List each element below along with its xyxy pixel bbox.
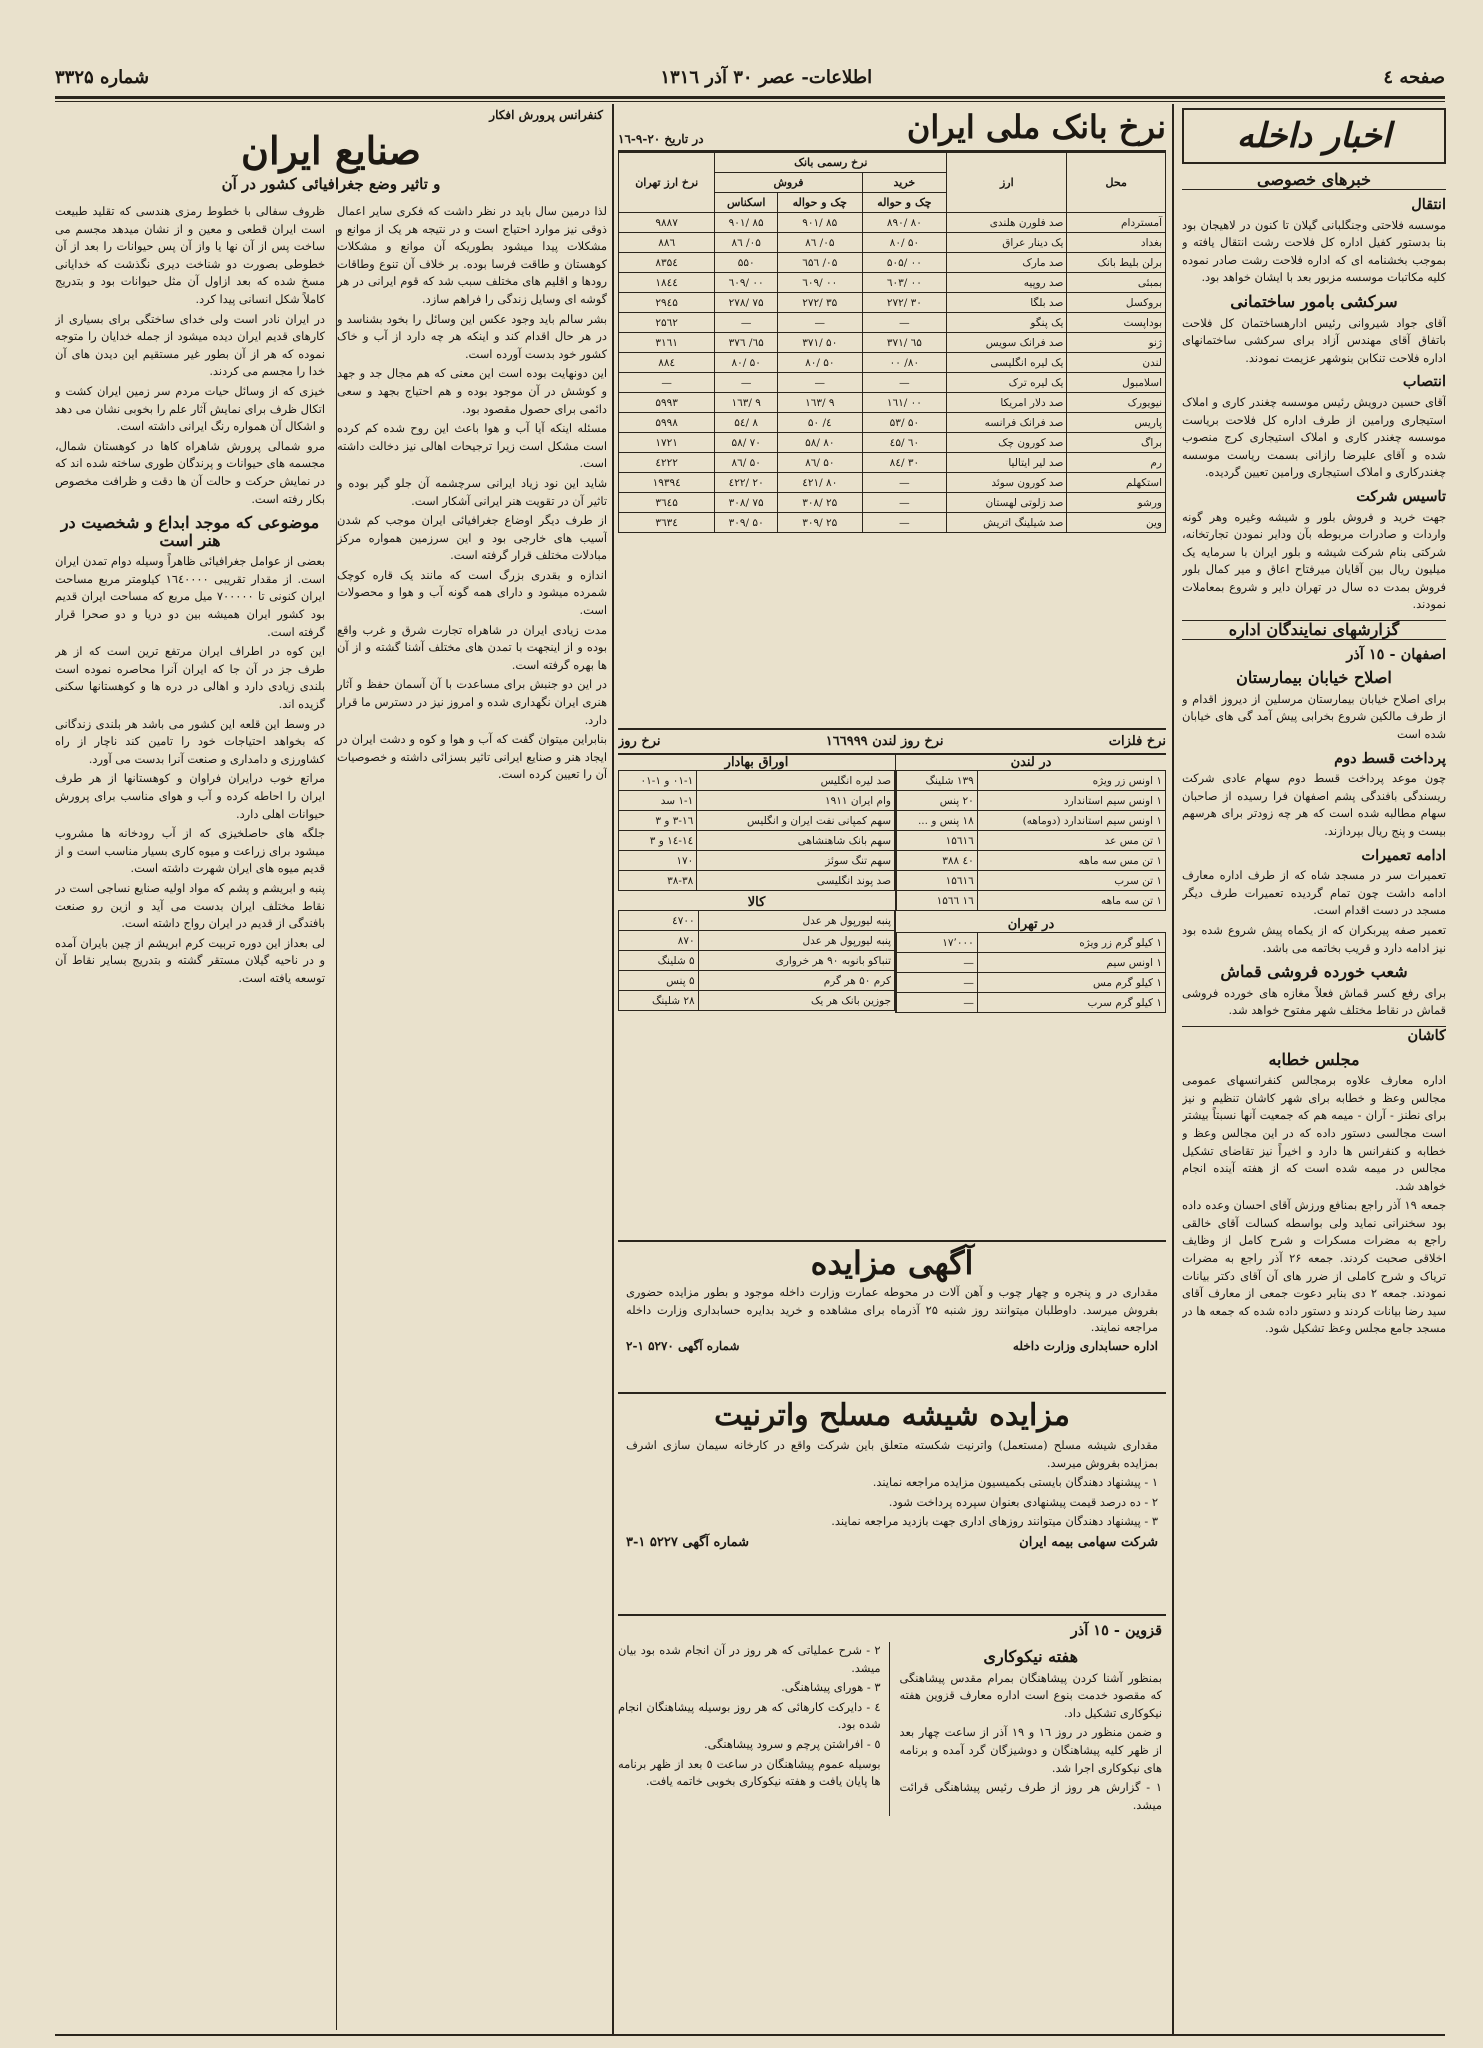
heading-construction: سرکشی بامور ساختمانی (1230, 291, 1398, 311)
paragraph-lecture: اداره معارف علاوه برمجالس کنفرانسهای عمومی مجالس وعظ و خطابه برای شهر کاشان تنظیم و نیز برای نطنز - آران - میمه هم که جمعیت آنها نسبتاً بیشتر است مجالسی دستور داده که در این مجالس وعظ و خطابه و کنفرانس ها دارد و اخیراً نیز تقاضای تشکیل مجالس در میمه شده است که از هفته آینده انجام خواهد شد. (1182, 1073, 1446, 1193)
table-cell: جوزین بانک هر یک (698, 991, 894, 1011)
col-city: محل (1067, 153, 1166, 213)
table-cell: ۲۷۲/ ۳٠ (862, 293, 947, 313)
heading-repairs: ادامه تعمیرات (1361, 846, 1446, 864)
table-cell: ۵ شلینگ (619, 951, 699, 971)
qazvin-heading: هفته نیکوکاری (983, 1647, 1079, 1666)
article-paragraph: بشر سالم باید وجود عکس این وسائل را بخود بشناسد و در هر حال اقدام کند و اینکه هر چه دارد از آب و خاک کشور خود بدست آورده است. (337, 311, 607, 361)
table-cell: ۱ اونس زر ویژه (977, 771, 1165, 791)
paper-date: اطلاعات- عصر ۳۰ آذر ۱۳۱٦ (660, 66, 873, 88)
table-cell: یک دینار عراق (947, 233, 1067, 253)
article-paragraph: لذا درمین سال باید در نظر داشت که فکری سایر اعمال ذوقی نیز موارد احتیاج است و در نتیجه هر یک از موانع و مشکلات پیدا میشود بطوریکه آن موانع و مشکلات کوهستان و طاقت فرسا بوده. بر خلاف آن تنوع وطاقات رودها و اقلیم های مختلف سبب شد که قوم ایرانی در هر گوشه ای وسایل زندگی را فراهم سازد. (337, 204, 607, 306)
table-row (897, 973, 1166, 993)
col-buy-cheque: چک و حواله (862, 193, 947, 213)
table-row (619, 871, 895, 891)
table-row (619, 233, 1166, 253)
masthead-rule (55, 96, 1445, 99)
masthead-rule-thin (55, 101, 1445, 102)
table-cell: ۱۸٤٤ (619, 273, 715, 293)
article-paragraph: ظروف سفالی با خطوط رمزی هندسی که تقلید طبیعت است ایران قطعی و معین و از نشان میدهد مجسم می ساخت پس از آن نها یا واز آن پس حیوانات را بعد از آن خطوطی بصورت دو شناخت دیری نگذشت که خدایانی مسخ شده که بعد ازاول آن مثل حیوانات بود و بتدریج کاملاً شکل انسانی پیدا کرد. (55, 204, 325, 306)
securities-title: اوراق بهادار (724, 755, 789, 770)
heading-cloth-shops: شعب خورده فروشی قماش (1220, 962, 1408, 982)
article-paragraph: شاید این نود زیاد ایرانی سرچشمه آن جلو گیر بوده و تاثیر آن در تقویت هنر ایرانی آشکار است. (337, 475, 607, 508)
table-cell: ١-٠١ و ١-٠١ (619, 771, 697, 791)
table-cell: صد زلوتی لهستان (947, 493, 1067, 513)
table-row (619, 373, 1166, 393)
table-row (619, 253, 1166, 273)
table-cell: ۲۹٤۵ (619, 293, 715, 313)
table-cell: ۳٠۸/ ۲۵ (777, 493, 862, 513)
table-cell: یک لیره ترک (947, 373, 1067, 393)
glass-auction-item: ٢ - ده درصد قیمت پیشنهادی بعنوان سپرده پرداخت شود. (888, 1494, 1158, 1509)
table-cell: ۳۷۱/ ۵٠ (777, 333, 862, 353)
table-cell: ۲۸ شلینگ (619, 991, 699, 1011)
table-row (897, 791, 1166, 811)
article-paragraph: مسئله اینکه آیا آب و هوا باعث این روح شده کم کرده است مشکل است زیرا ترجیحات اهالی نیز دخالت داشته است. (337, 421, 607, 471)
table-cell: — (897, 953, 978, 973)
table-cell: ۲٠ پنس (897, 791, 978, 811)
table-row (619, 273, 1166, 293)
table-cell: سهم کمپانی نفت ایران و انگلیس (697, 811, 895, 831)
table-cell: ژنو (1067, 333, 1166, 353)
table-cell: ۸٦/ ۵٠ (715, 453, 778, 473)
table-cell: ۹۸۸۷ (619, 213, 715, 233)
table-cell: ١-١ سد (619, 791, 697, 811)
table-cell: ۳۷۱/ ٦۵ (862, 333, 947, 353)
table-cell: ٤۷٠٠ (619, 911, 699, 931)
table-cell: ۱ تن مس عد (977, 831, 1165, 851)
article-paragraph: در وسط این قلعه این کشور می باشد هر بلندی زندگانی که بخواهد احتیاجات خود را تامین کند ناچار از راه کشاورزی و دامداری و صنعت آنرا بدست می آورد. (55, 716, 325, 766)
qazvin-paragraph: ٢ - شرح عملیاتی که هر روز در آن انجام شده بود بیان میشد. (618, 1643, 881, 1675)
metals-rate-label: نرخ روز (618, 734, 661, 749)
heading-reports: گزارشهای نمایندگان اداره (1182, 620, 1446, 640)
table-row (619, 513, 1166, 533)
table-cell: ۵۸/ ۷٠ (715, 433, 778, 453)
article-paragraph: خیزی که از وسائل حیات مردم سر زمین ایران کشت و اتکال ظرف برای نمایش آثار علم را بخوبی نشان می دهد و اشکال آن همواره رنگ ایرانی داشته است. (55, 383, 325, 434)
table-cell: ۸۸٦ (619, 233, 715, 253)
table-cell: ۱ اونس سیم استاندارد (دوماهه) (977, 811, 1165, 831)
table-row (619, 493, 1166, 513)
article-paragraph: مدت زیادی ایران در شاهراه تجارت شرق و غرب واقع بوده و از اینجهت با تمدن های مختلف آشنا گشته و از آن ها بهره گرفته است. (337, 622, 607, 672)
table-cell: ۱٦ ۱۵٦٦ (897, 891, 978, 911)
table-cell: ٨٠/ ۵٠ (777, 353, 862, 373)
glass-auction-item: ٣ - پیشنهاد دهندگان میتوانند روزهای اداری جهت بازدید مراجعه نمایند. (831, 1514, 1158, 1529)
table-cell: — (862, 373, 947, 393)
paragraph-company: جهت خرید و فروش بلور و شیشه وغیره وهر گونه واردات و صادرات مربوطه بآن ودایر نمودن تجارتخانه، شرکتی بنام شرکت شیشه و بلور ایران با سرمایه یک میلیون ریال بین آقایان میرفتاح اعاق و میر کمال بلور فروش بمدت ده سال در تهران دایر و شروع بمعاملات نمودند. (1182, 509, 1446, 612)
bank-rates-title: نرخ بانک ملی ایران (906, 108, 1166, 146)
table-cell: — (862, 473, 947, 493)
table-cell: سهم تنگ سوئز (697, 851, 895, 871)
table-row (897, 851, 1166, 871)
glass-auction-notice (618, 1392, 1166, 1612)
table-cell: — (897, 973, 978, 993)
table-cell: ۱۷٠ (619, 851, 697, 871)
section-private-news: خبرهای خصوصی (1182, 170, 1446, 190)
table-row (897, 891, 1166, 911)
table-cell: پنبه لیورپول هر عدل (698, 911, 894, 931)
table-cell: آمستردام (1067, 213, 1166, 233)
table-row (619, 951, 895, 971)
table-cell: بوداپست (1067, 313, 1166, 333)
table-row (897, 953, 1166, 973)
bank-rates-section (618, 108, 1166, 728)
article-paragraph: مرو شمالی پرورش شاهراه کاها در کوهستان شمال، مجسمه های حیوانات و پرندگان طوری ساخته شده اند که در نمایش حرکت و حالت آن ها دقت و ظرافت مخصوص بکار رفته است. (55, 438, 325, 506)
auction-title: آگهی مزایده (810, 1244, 974, 1282)
table-cell: صد شیلینگ اتریش (947, 513, 1067, 533)
article-column-left (55, 203, 325, 990)
tehran-label: در تهران (1007, 917, 1055, 932)
table-row (619, 931, 895, 951)
table-cell: — (862, 493, 947, 513)
paragraph-cloth-shops: برای رفع کسر قماش فعلاً مغازه های خورده فروشی قماش در نقاط مختلف شهر مفتوح خواهد شد. (1182, 985, 1446, 1018)
dateline-kashan: کاشان (1182, 1026, 1446, 1045)
table-cell: ٦٠۹/ ٠٠ (715, 273, 778, 293)
table-cell: ۸۸٤ (619, 353, 715, 373)
table-row (619, 313, 1166, 333)
table-cell: صد دلار امریکا (947, 393, 1067, 413)
table-cell: پنبه لیورپول هر عدل (698, 931, 894, 951)
table-row (619, 991, 895, 1011)
qazvin-paragraph: بوسیله عموم پیشاهنگان در ساعت ٥ بعد از ظهر برنامه ها پایان یافت و هفته نیکوکاری بخوبی خاتمه یافت. (618, 1756, 881, 1789)
table-row (619, 473, 1166, 493)
article-paragraph: در این دو جنبش برای مساعدت با آن آسمان حفظ و آثار هنری ایران نگهداری شده و امروز نیز در دسترس ما قرار دارد. (337, 677, 607, 727)
table-cell: ۵٤/ ٠ (777, 413, 862, 433)
table-cell: ۱٦۳/ ۹ (715, 393, 778, 413)
table-row (897, 993, 1166, 1013)
col-sell-cheque: چک و حواله (777, 193, 862, 213)
table-cell: ۱ کیلو گرم سرب (977, 993, 1165, 1013)
table-cell: ۹٠۱/ ۸۵ (715, 213, 778, 233)
table-cell: ۱٦۱/ ٠٠ (862, 393, 947, 413)
london-metals-table (896, 770, 1166, 911)
table-cell: — (715, 313, 778, 333)
table-cell: ۱ کیلو گرم مس (977, 973, 1165, 993)
table-cell: صد پوند انگلیسی (697, 871, 895, 891)
table-cell: ٤٠ ۳۸۸ (897, 851, 978, 871)
table-cell: ۸۷٠ (619, 931, 699, 951)
goods-table (618, 910, 895, 1011)
table-row (619, 851, 895, 871)
securities-table (618, 770, 895, 891)
article-paragraph: لی بعداز این دوره تربیت کرم ابریشم از چین بایران آمده و در ناحیه گیلان مستقر گشته و بتدریج بسایر نقاط آن توسعه یافته است. (55, 935, 325, 985)
table-cell: ۱ اونس سیم استاندارد (977, 791, 1165, 811)
table-cell: پاریس (1067, 413, 1166, 433)
table-cell: ۸۳۵٤ (619, 253, 715, 273)
table-cell: صد لیر ایتالیا (947, 453, 1067, 473)
article-paragraph: این دونهایت بوده است این معنی که هم مجال جد و جهد و کوشش در آن موجود بوده و هم احتیاج بجهد و سعی دائمی برای حصول مقصود بود. (337, 366, 607, 416)
table-cell: ٤۲۲۲ (619, 453, 715, 473)
table-cell: یک پنگو (947, 313, 1067, 333)
table-cell: ۳٠۹/ ۲۵ (777, 513, 862, 533)
table-cell: ۱۸ پنس و ... (897, 811, 978, 831)
table-row (897, 831, 1166, 851)
table-cell: ٤۲۲/ ۲٠ (715, 473, 778, 493)
table-row (619, 831, 895, 851)
heading-lecture: مجلس خطابه (1268, 1049, 1360, 1069)
table-cell: بمبئی (1067, 273, 1166, 293)
heading-installment: پرداخت قسط دوم (1334, 749, 1446, 767)
industries-article (55, 108, 607, 2034)
table-cell: اسلامبول (1067, 373, 1166, 393)
table-row (897, 871, 1166, 891)
table-row (619, 293, 1166, 313)
table-cell: صد کورون سوئد (947, 473, 1067, 493)
table-cell: ۸٠/ ٦۵ (715, 233, 778, 253)
table-cell: ۵۹۹۳ (619, 393, 715, 413)
table-cell: ورشو (1067, 493, 1166, 513)
table-cell: بروکسل (1067, 293, 1166, 313)
bank-rates-date: در تاریخ ۲۰-۹-۱٦ (618, 132, 704, 146)
bank-rates-table (618, 152, 1166, 533)
table-row (619, 393, 1166, 413)
article-subheading: موضوعی که موجد ابداع و شخصیت در هنر است (60, 513, 320, 550)
article-paragraph: بنابراین میتوان گفت که آب و هوا و کوه و دشت ایران در ایجاد هنر و صنایع ایرانی تاثیر بسزائی داشته و خصوصیات آن را تعیین کرده است. (337, 732, 607, 782)
table-cell: — (715, 373, 778, 393)
table-cell: ٨٠/ ٠٠ (862, 353, 947, 373)
table-row (619, 971, 895, 991)
table-cell: صد روپیه (947, 273, 1067, 293)
article-paragraph: پنبه و ابریشم و پشم که مواد اولیه صنایع نساجی است در نقاط مختلف ایران بدست می آید و ازین رو صنعت بافندگی از قدیم در ایران رواج داشته است. (55, 880, 325, 931)
table-cell: صد فلورن هلندی (947, 213, 1067, 233)
table-cell: ۱٦۳/ ۹ (777, 393, 862, 413)
table-cell: ۸٦/ ۵٠ (777, 453, 862, 473)
table-row (619, 791, 895, 811)
table-cell: — (897, 993, 978, 1013)
table-cell: نیویورک (1067, 393, 1166, 413)
table-cell: — (862, 313, 947, 333)
table-cell: ۱۷۲۱ (619, 433, 715, 453)
table-cell: ۳٦٤۵ (619, 493, 715, 513)
table-cell: ۸٠/ ۵٠ (862, 233, 947, 253)
column-rule (612, 104, 614, 2034)
table-row (619, 771, 895, 791)
table-cell: ۱ کیلو گرم زر ویژه (977, 933, 1165, 953)
qazvin-paragraph: بمنظور آشنا کردن پیشاهنگان بمرام مقدس پیشاهنگی که مقصود خدمت بنوع است اداره معارف قزوین هفته نیکوکاری تشکیل داد. (899, 1670, 1162, 1720)
industries-subtitle: و تاثیر وضع جغرافیائی کشور در آن (221, 175, 441, 193)
table-row (897, 811, 1166, 831)
col-currency: ارز (947, 153, 1067, 213)
table-row (619, 353, 1166, 373)
table-cell: ۸٠/ ٦۵ (777, 233, 862, 253)
industries-banner: کنفرانس پرورش افکار (489, 108, 603, 122)
heading-transfer: انتقال (1411, 196, 1446, 213)
paragraph-transfer: موسسه فلاحتی وجنگلبانی گیلان تا کنون در لاهیجان بود بنا بدستور کفیل اداره کل فلاحت رشت انتقال یافته و بموجب بخشنامه ای که اداره فلاحت رشت صادر نموده کلیه مکاتبات موسسه مزبور بعد با ایشان خواهد بود. (1182, 217, 1446, 285)
table-cell: ٨٠/ ۵٠ (715, 353, 778, 373)
paragraph-repairs-2: تعمیر صفه پیربکران که از یکماه پیش شروع شده بود نیز ادامه دارد و قریب بخاتمه می باشد. (1182, 922, 1446, 955)
paragraph-construction: آقای جواد شیروانی رئیس ادارهساختمان کل فلاحت باتفاق آقای مهندس آزاد برای سرکشی ساختمانهای اداره فلاحت تنکابن بنوشهر عزیمت نمودند. (1182, 315, 1446, 365)
table-cell: وام ایران ۱۹۱۱ (697, 791, 895, 811)
table-cell: ۳۷٦/ ٦۵ (715, 333, 778, 353)
table-cell: رم (1067, 453, 1166, 473)
table-cell: ۳۱٦۱ (619, 333, 715, 353)
table-cell: استکهلم (1067, 473, 1166, 493)
table-cell: ۹٠۱/ ۸۵ (777, 213, 862, 233)
qazvin-paragraph: ١ - گزارش هر روز از طرف رئیس پیشاهنگی قرائت میشد. (899, 1780, 1162, 1812)
table-cell: کرم ۵٠ هر گرم (698, 971, 894, 991)
heading-appointment: انتصاب (1402, 373, 1446, 391)
table-cell: ۳۸-۳۸ (619, 871, 697, 891)
table-cell: ۵٤/ ۸ (715, 413, 778, 433)
table-row (619, 413, 1166, 433)
metals-title: نرخ فلزات (1108, 734, 1166, 749)
table-cell: صد فرانک سویس (947, 333, 1067, 353)
table-row (619, 213, 1166, 233)
table-cell: براگ (1067, 433, 1166, 453)
goods-title: کالا (747, 895, 766, 910)
paragraph-repairs: تعمیرات سر در مسجد شاه که از طرف اداره معارف ادامه داشت چون تمام گردیده تعمیرات طرف دیگر مسجد در دست اقدام است. (1182, 868, 1446, 918)
table-cell: — (777, 313, 862, 333)
table-row (619, 433, 1166, 453)
table-cell: ۲۵٦۲ (619, 313, 715, 333)
auction-body: مقداری در و پنجره و چهار چوب و آهن آلات در محوطه عمارت وزارت داخله موجود و بطور مزایده حضوری بفروش میرسد. داوطلبان میتوانند روز شنبه ۲۵ آذرماه برای مشاهده و خرید بدایره حسابداری وزارت داخله مراجعه نمایند. (626, 1285, 1158, 1335)
auction-footer: اداره حسابداری وزارت داخله (1012, 1338, 1158, 1353)
table-cell: ۵٠۵/ ٠٠ (862, 253, 947, 273)
table-cell: — (777, 373, 862, 393)
table-cell: یک لیره انگلیسی (947, 353, 1067, 373)
table-row (619, 811, 895, 831)
paragraph-installment: چون موعد پرداخت قسط دوم سهام عادی شرکت ریسندگی بافندگی پشم اصفهان فرا رسیده از صاحبان سهام مطالبه شده است که هر چه زودتر برای هرسهم بیست و پنج ریال بپردازند. (1182, 771, 1446, 838)
table-cell: — (862, 513, 947, 533)
glass-auction-item: ١ - پیشنهاد دهندگان بایستی بکمیسیون مزایده مراجعه نمایند. (872, 1475, 1158, 1490)
table-cell: ۱۷٬٠٠٠ (897, 933, 978, 953)
table-cell: ۱ اونس سیم (977, 953, 1165, 973)
heading-hospital-street: اصلاح خیابان بیمارستان (1236, 668, 1392, 688)
article-paragraph: از طرف دیگر اوضاع جغرافیائی ایران موجب کم شدن آسیب های خارجی بود و این سرزمین همواره مرکز مبادلات مختلف قرار گرفته است. (337, 513, 607, 563)
article-paragraph: جلگه های حاصلخیزی که از آب رودخانه ها مشروب میشود برای زراعت و میوه کاری بسیار مناسب است و از قدیم میوه های ایران شهرت داشته است. (55, 826, 325, 876)
page-number: صفحه ٤ (1383, 66, 1445, 88)
qazvin-paragraph: ٥ - افراشتن پرچم و سرود پیشاهنگی. (704, 1736, 881, 1751)
dateline-isfahan: اصفهان - ١٥ آذر (1346, 645, 1446, 663)
article-paragraph: اندازه و بقدری بزرگ است که مانند یک قاره کوچک شمرده میشود و دارای همه گونه آب و هوا و محصولات است. (337, 567, 607, 618)
bottom-rule (55, 2034, 1445, 2036)
table-cell: ۱۹۳۹٤ (619, 473, 715, 493)
table-cell: ۵۳/ ۵٠ (862, 413, 947, 433)
table-row (619, 333, 1166, 353)
table-cell: ۵۸/ ۸٠ (777, 433, 862, 453)
table-cell: ٦۵٠/ ٦۵ (777, 253, 862, 273)
table-cell: ٤۲۱/ ۸٠ (777, 473, 862, 493)
metals-rate-note: نرخ روز لندن ١٦٦٩۹۹ (825, 734, 944, 749)
paragraph-appointment: آقای حسین درویش رئیس موسسه چغندر کاری و املاک استیجاری ورامین از طرف اداره کل فلاحت بریاست موسسه چغندر کاری و املاک استیجاری کرج منصوب شده و آقای علیرضا رازانی بسمت ریاست موسسه چغندرکاری و املاک استیجاری ورامین تعیین گردیده. (1182, 394, 1446, 480)
table-cell: ۵۵۰ (715, 253, 778, 273)
qazvin-dateline: قزوین - ١٥ آذر (1070, 1622, 1162, 1639)
table-row (897, 933, 1166, 953)
industries-title: صنایع ایران (241, 128, 421, 173)
issue-number: شماره ۳۳۲۵ (55, 66, 150, 88)
article-paragraph: بعضی از عوامل جغرافیائی ظاهراً وسیله دوام تمدن ایران است. از مقدار تقریبی ۱٦٤٠٠٠٠ کیلومتر مربع مساحت ایران کنونی تا ۷٠٠٠٠٠ میل مربع که مساحت ایران قدیم بود کشور ایران همیشه بین دو دریا و دو صحرا قرار گرفته است. (55, 554, 325, 639)
table-cell: ٤۵/ ٦٠ (862, 433, 947, 453)
domestic-news-title: اخبار داخله (1182, 108, 1446, 164)
table-cell: ۵۹۹۸ (619, 413, 715, 433)
glass-auction-intro: مقداری شیشه مسلح (مستعمل) واترنیت شکسته متعلق باین شرکت واقع در کارخانه سیمان سازی اشرف بمزایده بفروش میرسد. (626, 1438, 1158, 1470)
table-cell: ۳٦۳٤ (619, 513, 715, 533)
table-cell: ۲۷۲/ ۳۵ (777, 293, 862, 313)
table-cell: صد مارک (947, 253, 1067, 273)
table-cell: ۵ پنس (619, 971, 699, 991)
metals-securities-section (618, 728, 1166, 1238)
table-cell: وین (1067, 513, 1166, 533)
table-cell: ۱ تن سه ماهه (977, 891, 1165, 911)
table-cell: سهم بانک شاهنشاهی (697, 831, 895, 851)
table-cell: صد بلگا (947, 293, 1067, 313)
table-row (619, 453, 1166, 473)
table-cell: صد لیره انگلیس (697, 771, 895, 791)
table-cell: ۱۵٦۱٦ (897, 871, 978, 891)
table-cell: ۸٤/ ۳٠ (862, 453, 947, 473)
article-paragraph: مراتع خوب درایران فراوان و کوهستانها از هر طرف ایران را احاطه کرده و آب و هوای مناسب برای پرورش حیوانات اهلی دارد. (55, 771, 325, 821)
qazvin-paragraph: ٤ - دایرکت کارهائی که هر روز بوسیله پیشاهنگان انجام شده بود. (618, 1699, 881, 1732)
table-row (619, 911, 895, 931)
heading-company: تاسیس شرکت (1356, 487, 1446, 505)
col-buy: خرید (862, 173, 947, 193)
table-cell: ۸۹٠/ ۸٠ (862, 213, 947, 233)
table-cell: ۱٤-١٤ و ۳ (619, 831, 697, 851)
domestic-news-column (1182, 108, 1446, 2033)
table-cell: بغداد (1067, 233, 1166, 253)
table-cell: ۱۵٦۱٦ (897, 831, 978, 851)
col-free: نرخ ارز تهران (619, 153, 715, 213)
article-paragraph: در ایران نادر است ولی خدای ساختگی برای بسیاری از کارهای قدیم ایران دیده میشود از جمله خدایان را متوجه نموده که هر از آن بطور غیر مستقیم این دیدن های آن خدا را مجسم می کردند. (55, 311, 325, 379)
table-cell: ۳٠۹/ ۵٠ (715, 513, 778, 533)
col-sell-cash: اسکناس (715, 193, 778, 213)
col-official: نرخ رسمی بانک (715, 153, 947, 173)
london-label: در لندن (1010, 755, 1052, 770)
table-cell: ۳٠۸/ ۷۵ (715, 493, 778, 513)
table-cell: صد کورون چک (947, 433, 1067, 453)
column-rule (1172, 104, 1174, 2034)
table-cell: ۱ تن مس سه ماهه (977, 851, 1165, 871)
article-paragraph: این کوه در اطراف ایران مرتفع ترین است که از هر طرف جز در آن جا که ایران آنرا محاصره نموده است بلندی زیادی دارد و اهالی در دره ها و کوهستانها سکنی گزیده اند. (55, 644, 325, 712)
paragraph-hospital-street: برای اصلاح خیابان بیمارستان مرسلین از دیروز اقدام و از طرف مالکین شروع بخرابی پیش آمد گی های خیابان شده است (1182, 691, 1446, 742)
qazvin-news (618, 1614, 1166, 2034)
col-sell: فروش (715, 173, 862, 193)
masthead (55, 62, 1445, 92)
article-column-right (337, 203, 607, 990)
table-cell: — (619, 373, 715, 393)
table-cell: ٦٠۳/ ٠٠ (862, 273, 947, 293)
table-cell: ٦٠۹/ ٠٠ (777, 273, 862, 293)
table-cell: ۲۷۸/ ۷۵ (715, 293, 778, 313)
glass-auction-title: مزایده شیشه مسلح واترنیت (714, 1398, 1070, 1433)
glass-auction-footer: شرکت سهامی بیمه ایران (1019, 1534, 1158, 1550)
paragraph-lecture-2: جمعه ۱۹ آذر راجع بمنافع ورزش آقای احسان وعده داده بود سخنرانی نماید ولی بواسطه کسالت آقای خالقی راجع به مضرات مسکرات و شرح کامل از وظایف اخلاقی صحبت کردند. جمعه ۲۶ آذر راجع به مضرات تریاک و شرح کاملی از ضرر های آن آقای دکتر بیانات نمودند. جمعه ۲ دی بنابر دعوت جمعی از معارف آقای سید رضا بیانات کردند و دستور داده شده که جمعه ها در مسجد جامع مجلس وعظ تشکیل شود. (1182, 1198, 1446, 1336)
auction-notice (618, 1240, 1166, 1390)
table-cell: لندن (1067, 353, 1166, 373)
auction-ref: شماره آگهی ۵۲۷٠ ١-٢ (626, 1338, 740, 1353)
table-cell: برلن بلیط بانک (1067, 253, 1166, 273)
table-cell: صد فرانک فرانسه (947, 413, 1067, 433)
table-cell: ۳-۱٦ و ۳ (619, 811, 697, 831)
qazvin-paragraph: ٣ - هورای پیشاهنگی. (781, 1680, 881, 1695)
tehran-metals-table (896, 932, 1166, 1013)
qazvin-paragraph: و ضمن منظور در روز ١٦ و ١٩ آذر از ساعت چهار بعد از ظهر کلیه پیشاهنگان و دوشیزگان گرد آمده و برنامه های نیکوکاری اجرا شد. (899, 1725, 1162, 1775)
table-cell: تنباکو بانوبه ۹٠ هر خرواری (698, 951, 894, 971)
glass-auction-ref: شماره آگهی ۵۲۲۷ ١-٣ (626, 1534, 749, 1550)
table-row (897, 771, 1166, 791)
table-cell: ۱ تن سرب (977, 871, 1165, 891)
table-cell: ۱۳۹ شلینگ (897, 771, 978, 791)
